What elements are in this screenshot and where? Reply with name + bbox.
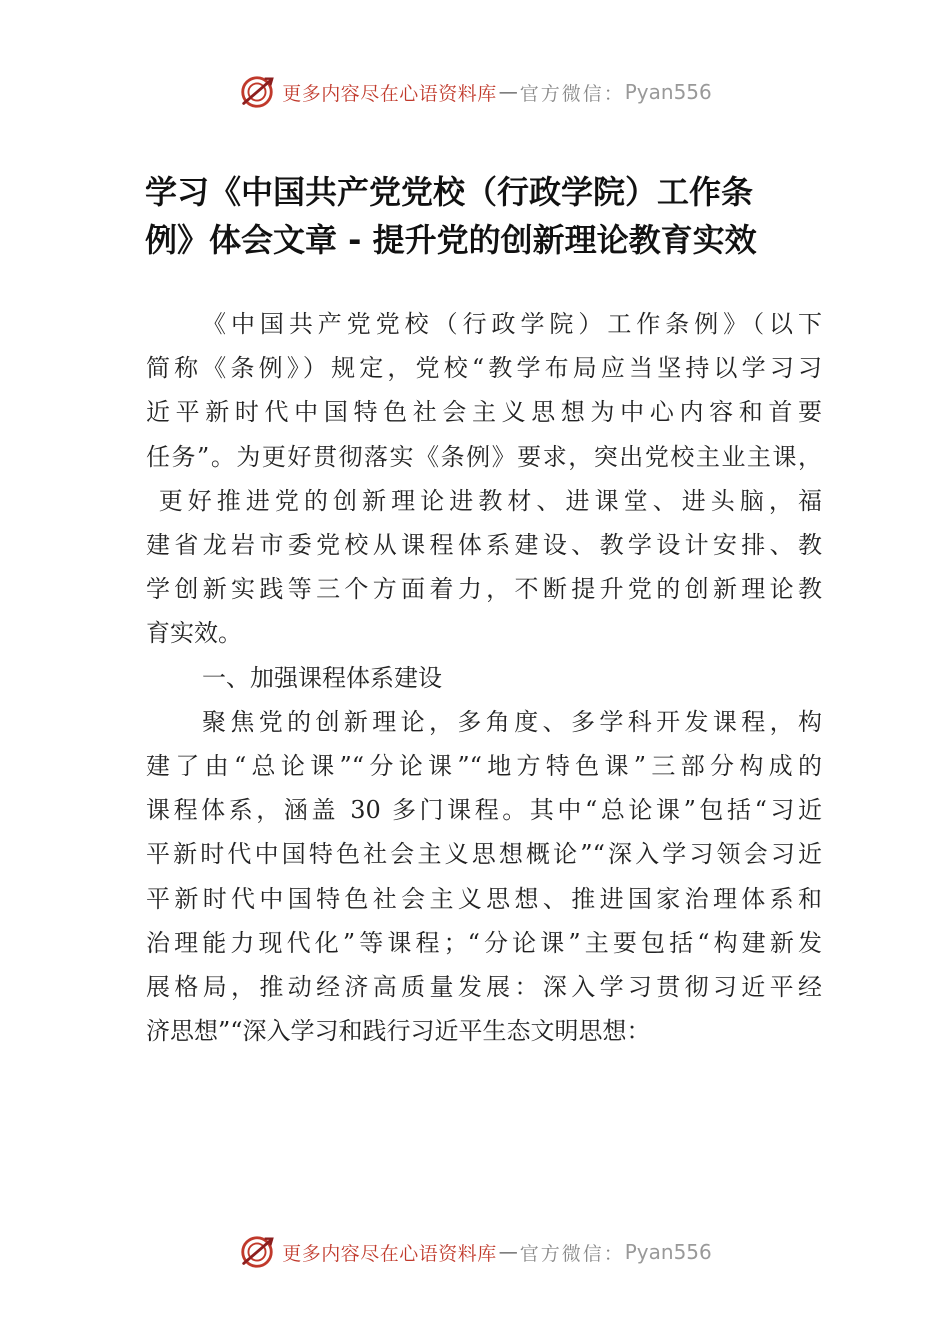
watermark-wechat-id: Pyan556 [624, 1240, 712, 1264]
paragraph-line: 平新时代中国特色社会主义思想概论”“深入学习领会习近 [146, 840, 822, 869]
paragraph-line: 任务”。为更好贯彻落实《条例》要求，突出党校主业主课， [146, 442, 822, 471]
watermark-site-text: 更多内容尽在心语资料库 [282, 1242, 497, 1265]
paragraph-line: 育实效。 [146, 619, 242, 648]
paragraph-line: 建省龙岩市委党校从课程体系建设、教学设计安排、教 [146, 531, 822, 560]
title-line-1: 学习《中国共产党党校（行政学院）工作条 [145, 173, 754, 211]
paragraph-line: 平新时代中国特色社会主义思想、推进国家治理体系和 [146, 884, 822, 913]
paragraph-2 [146, 700, 822, 1054]
paragraph-line: 简称《条例》）规定，党校“教学布局应当坚持以学习习 [146, 354, 822, 383]
watermark-separator: — [498, 1241, 518, 1263]
watermark-separator: — [498, 81, 518, 103]
paragraph-line: 治理能力现代化”等课程；“分论课”主要包括“构建新发 [146, 928, 822, 957]
watermark-wechat-id: Pyan556 [624, 80, 712, 104]
document-body [146, 302, 822, 1053]
paragraph-line: 济思想”“深入学习和践行习近平生态文明思想： [146, 1017, 651, 1046]
paragraph-line: 聚焦党的创新理论，多角度、多学科开发课程，构 [202, 707, 822, 736]
title-line-2: 例》体会文章 - 提升党的创新理论教育实效 [145, 221, 757, 259]
paragraph-line: 《中国共产党党校（行政学院）工作条例》（以下 [202, 310, 822, 338]
paragraph-line: 学创新实践等三个方面着力，不断提升党的创新理论教 [146, 575, 822, 604]
paragraph-1 [146, 302, 822, 656]
section-heading: 一、加强课程体系建设 [202, 663, 442, 692]
watermark-banner-bottom [0, 1232, 950, 1272]
document-title [145, 168, 825, 264]
watermark-site-text: 更多内容尽在心语资料库 [282, 82, 497, 105]
watermark-wechat-label: 官方微信： [519, 82, 625, 105]
watermark-wechat-label: 官方微信： [519, 1242, 625, 1265]
paragraph-line: 近平新时代中国特色社会主义思想为中心内容和首要 [146, 398, 822, 427]
paragraph-line: 展格局，推动经济高质量发展：深入学习贯彻习近平经 [146, 973, 822, 1002]
brand-logo-icon [238, 1233, 276, 1271]
paragraph-line: 课程体系，涵盖 30 多门课程。其中“总论课”包括“习近 [146, 796, 822, 825]
paragraph-line: 建了由“总论课”“分论课”“地方特色课”三部分构成的 [146, 752, 822, 781]
watermark-banner-top [0, 72, 950, 112]
paragraph-line: 更好推进党的创新理论进教材、进课堂、进头脑，福 [146, 486, 822, 515]
brand-logo-icon [238, 73, 276, 111]
